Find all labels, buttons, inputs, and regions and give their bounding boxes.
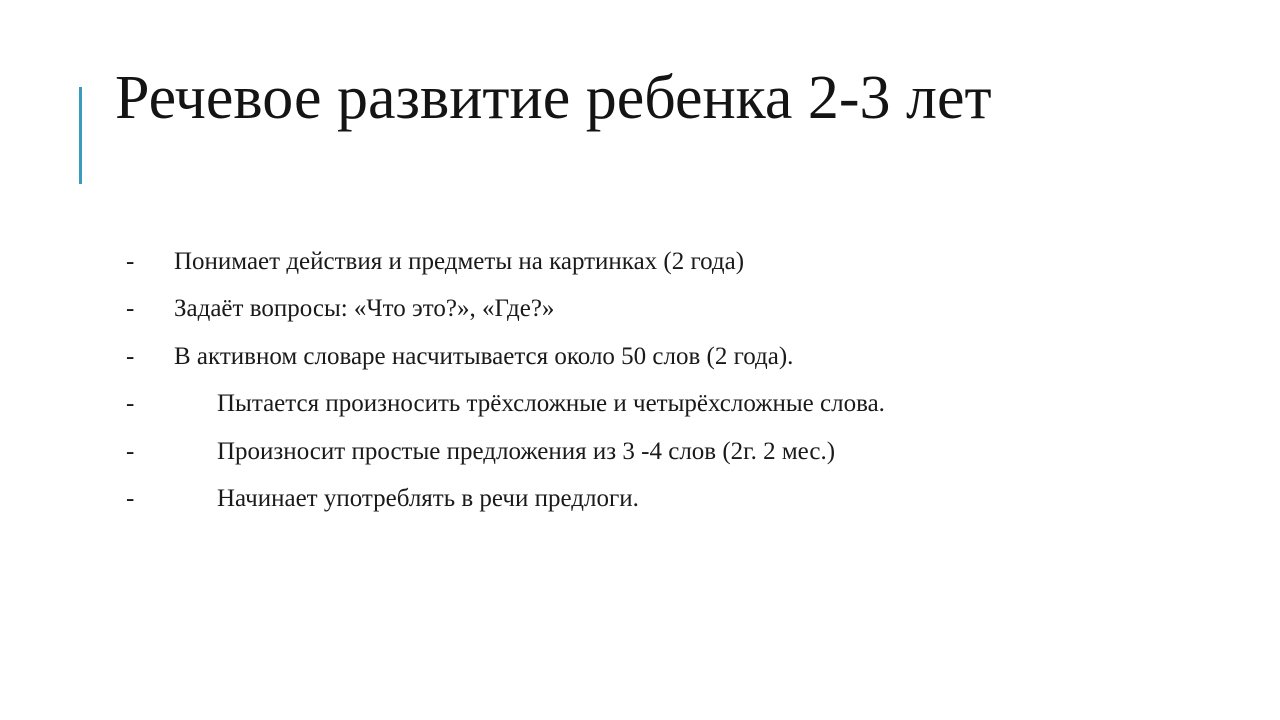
list-item xyxy=(0,285,1280,332)
list-item xyxy=(0,380,1280,427)
list-item xyxy=(0,333,1280,380)
bullet-dash: - xyxy=(126,437,135,465)
bullet-dash: - xyxy=(126,484,135,512)
bullet-dash: - xyxy=(126,248,135,275)
bullet-dash: - xyxy=(126,390,135,418)
list-item xyxy=(0,428,1280,475)
list-item xyxy=(0,475,1280,522)
bullet-list xyxy=(0,238,1280,522)
bullet-dash: - xyxy=(126,342,135,370)
bullet-text: Пытается произносить трёхсложные и четырёхсложные слова. xyxy=(217,390,885,418)
bullet-text: Произносит простые предложения из 3 -4 слов (2г. 2 мес.) xyxy=(217,437,836,465)
bullet-text: Задаёт вопросы: «Что это?», «Где?» xyxy=(174,295,555,323)
bullet-text: Начинает употреблять в речи предлоги. xyxy=(217,484,639,512)
slide-title: Речевое развитие ребенка 2-3 лет xyxy=(115,64,992,132)
bullet-dash: - xyxy=(126,295,135,323)
title-accent-bar xyxy=(79,87,82,184)
bullet-text: Понимает действия и предметы на картинках (2 года) xyxy=(174,248,745,275)
list-item xyxy=(0,238,1280,285)
bullet-text: В активном словаре насчитывается около 50 слов (2 года). xyxy=(174,342,794,370)
